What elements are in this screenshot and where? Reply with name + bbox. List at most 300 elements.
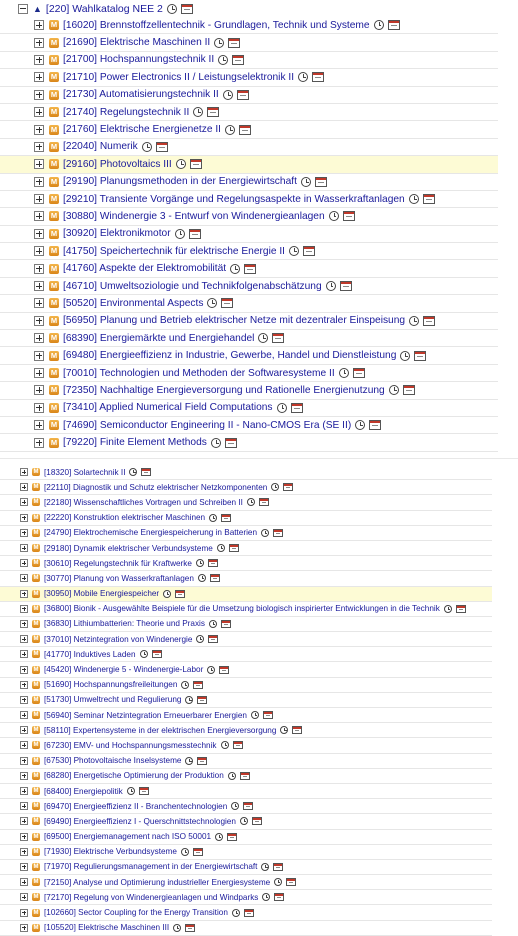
expand-icon[interactable] bbox=[20, 529, 28, 537]
clock-icon[interactable] bbox=[231, 802, 239, 810]
calendar-icon[interactable] bbox=[303, 246, 315, 256]
calendar-icon[interactable] bbox=[315, 177, 327, 187]
module-row[interactable] bbox=[0, 662, 492, 677]
module-title[interactable]: [79220] Finite Element Methods bbox=[63, 437, 207, 449]
module-title[interactable]: [21690] Elektrische Maschinen II bbox=[63, 37, 211, 49]
module-row[interactable] bbox=[0, 587, 492, 602]
clock-icon[interactable] bbox=[409, 194, 419, 204]
calendar-icon[interactable] bbox=[221, 514, 231, 522]
clock-icon[interactable] bbox=[175, 229, 185, 239]
expand-icon[interactable] bbox=[20, 544, 28, 552]
module-badge-icon: M bbox=[50, 159, 58, 169]
module-title[interactable]: [22220] Konstruktion elektrischer Maschinen bbox=[44, 513, 206, 523]
module-row[interactable] bbox=[0, 139, 498, 156]
calendar-icon[interactable] bbox=[259, 498, 269, 506]
calendar-icon[interactable] bbox=[388, 20, 400, 30]
module-row[interactable] bbox=[0, 434, 498, 451]
expand-icon[interactable] bbox=[20, 666, 28, 674]
module-title[interactable]: [72350] Nachhaltige Energieversorgung und Rationelle Energienutzung bbox=[63, 384, 385, 396]
clock-icon[interactable] bbox=[217, 544, 225, 552]
clock-icon[interactable] bbox=[207, 298, 217, 308]
module-title[interactable]: [18320] Solartechnik II bbox=[44, 467, 126, 477]
module-row[interactable] bbox=[0, 511, 492, 526]
expand-icon[interactable] bbox=[34, 177, 44, 187]
module-row[interactable] bbox=[0, 738, 492, 753]
module-title[interactable]: [72170] Regelung von Windenergieanlagen und Windparks bbox=[44, 892, 259, 902]
expand-icon[interactable] bbox=[20, 817, 28, 825]
clock-icon[interactable] bbox=[142, 142, 152, 152]
module-title[interactable]: [41760] Aspekte der Elektromobilität bbox=[63, 263, 227, 275]
calendar-icon[interactable] bbox=[221, 298, 233, 308]
clock-icon[interactable] bbox=[167, 4, 177, 14]
module-row[interactable] bbox=[0, 208, 498, 225]
clock-icon[interactable] bbox=[355, 420, 365, 430]
module-row[interactable] bbox=[0, 860, 492, 875]
module-title[interactable]: [71970] Regulierungsmanagement in der Energiewirtschaft bbox=[44, 862, 258, 872]
calendar-icon[interactable] bbox=[414, 351, 426, 361]
module-title[interactable]: [21700] Hochspannungstechnik II bbox=[63, 54, 215, 66]
module-row[interactable] bbox=[0, 830, 492, 845]
calendar-icon[interactable] bbox=[244, 909, 254, 917]
module-row[interactable] bbox=[0, 69, 498, 86]
clock-icon[interactable] bbox=[261, 863, 269, 871]
expand-icon[interactable] bbox=[34, 368, 44, 378]
module-row[interactable] bbox=[0, 875, 492, 890]
expand-icon[interactable] bbox=[34, 420, 44, 430]
module-title[interactable]: [29190] Planungsmethoden in der Energiewirtschaft bbox=[63, 176, 297, 188]
expand-icon[interactable] bbox=[34, 298, 44, 308]
expand-icon[interactable] bbox=[34, 125, 44, 135]
module-row[interactable] bbox=[0, 693, 492, 708]
expand-icon[interactable] bbox=[20, 559, 28, 567]
expand-icon[interactable] bbox=[20, 635, 28, 643]
module-title[interactable]: [69470] Energieeffizienz II - Branchentechnologien bbox=[44, 801, 228, 811]
clock-icon[interactable] bbox=[215, 833, 223, 841]
module-title[interactable]: [37010] Netzintegration von Windenergie bbox=[44, 634, 193, 644]
module-title[interactable]: [16020] Brennstoffzellentechnik - Grundlagen, Technik und Systeme bbox=[63, 19, 370, 31]
expand-icon[interactable] bbox=[34, 55, 44, 65]
calendar-icon[interactable] bbox=[208, 635, 218, 643]
expand-icon[interactable] bbox=[20, 620, 28, 628]
expand-icon[interactable] bbox=[20, 741, 28, 749]
module-title[interactable]: [72150] Analyse und Optimierung industrieller Energiesysteme bbox=[44, 877, 271, 887]
module-row[interactable] bbox=[0, 890, 492, 905]
clock-icon[interactable] bbox=[258, 333, 268, 343]
module-title[interactable]: [29210] Transiente Vorgänge und Regelungsaspekte in Wasserkraftanlagen bbox=[63, 193, 405, 205]
clock-icon[interactable] bbox=[181, 848, 189, 856]
clock-icon[interactable] bbox=[232, 909, 240, 917]
module-row[interactable] bbox=[0, 632, 492, 647]
clock-icon[interactable] bbox=[326, 281, 336, 291]
module-title[interactable]: [51730] Umweltrecht und Regulierung bbox=[44, 695, 182, 705]
expand-icon[interactable] bbox=[34, 333, 44, 343]
expand-icon[interactable] bbox=[34, 438, 44, 448]
clock-icon[interactable] bbox=[198, 574, 206, 582]
calendar-icon[interactable] bbox=[219, 666, 229, 674]
module-row[interactable] bbox=[0, 226, 498, 243]
module-row[interactable] bbox=[0, 121, 498, 138]
clock-icon[interactable] bbox=[211, 438, 221, 448]
catalog-module-list bbox=[0, 17, 518, 452]
module-badge-icon: M bbox=[50, 124, 58, 134]
calendar-icon[interactable] bbox=[263, 711, 273, 719]
module-row[interactable] bbox=[0, 295, 498, 312]
module-badge-icon: M bbox=[50, 420, 58, 430]
calendar-icon[interactable] bbox=[343, 211, 355, 221]
clock-icon[interactable] bbox=[196, 559, 204, 567]
module-row[interactable] bbox=[0, 400, 498, 417]
module-title[interactable]: [68400] Energiepolitik bbox=[44, 786, 123, 796]
module-row[interactable] bbox=[0, 191, 498, 208]
expand-icon[interactable] bbox=[34, 403, 44, 413]
module-title[interactable]: [69490] Energieeffizienz I - Querschnittstechnologien bbox=[44, 816, 236, 826]
module-row[interactable] bbox=[0, 708, 492, 723]
module-row[interactable] bbox=[0, 278, 498, 295]
expand-icon[interactable] bbox=[20, 757, 28, 765]
expand-icon[interactable] bbox=[34, 194, 44, 204]
module-row[interactable] bbox=[0, 174, 498, 191]
calendar-icon[interactable] bbox=[207, 107, 219, 117]
expand-icon[interactable] bbox=[20, 483, 28, 491]
module-row[interactable] bbox=[0, 556, 492, 571]
clock-icon[interactable] bbox=[228, 772, 236, 780]
module-title[interactable]: [21740] Regelungstechnik II bbox=[63, 106, 190, 118]
clock-icon[interactable] bbox=[193, 107, 203, 117]
clock-icon[interactable] bbox=[140, 650, 148, 658]
calendar-icon[interactable] bbox=[237, 90, 249, 100]
expand-icon[interactable] bbox=[20, 498, 28, 506]
expand-icon[interactable] bbox=[20, 711, 28, 719]
calendar-icon[interactable] bbox=[274, 893, 284, 901]
calendar-icon[interactable] bbox=[292, 726, 302, 734]
calendar-icon[interactable] bbox=[228, 38, 240, 48]
calendar-icon[interactable] bbox=[312, 72, 324, 82]
module-row[interactable] bbox=[0, 313, 498, 330]
module-badge-icon: M bbox=[50, 350, 58, 360]
expand-icon[interactable] bbox=[20, 833, 28, 841]
module-title[interactable]: [56950] Planung und Betrieb elektrischer Netze mit dezentraler Einspeisung bbox=[63, 315, 406, 327]
module-row[interactable] bbox=[0, 480, 492, 495]
module-row[interactable] bbox=[0, 921, 492, 936]
calendar-icon[interactable] bbox=[141, 468, 151, 476]
clock-icon[interactable] bbox=[129, 468, 137, 476]
expand-icon[interactable] bbox=[34, 90, 44, 100]
module-title[interactable]: [41770] Induktives Laden bbox=[44, 649, 136, 659]
expand-icon[interactable] bbox=[20, 802, 28, 810]
clock-icon[interactable] bbox=[444, 605, 452, 613]
module-badge-icon: M bbox=[33, 666, 39, 673]
module-row[interactable] bbox=[0, 365, 498, 382]
module-title[interactable]: [51690] Hochspannungsfreileitungen bbox=[44, 680, 178, 690]
clock-icon[interactable] bbox=[374, 20, 384, 30]
module-row[interactable] bbox=[0, 34, 498, 51]
module-row[interactable] bbox=[0, 526, 492, 541]
catalog-panel bbox=[0, 0, 518, 449]
module-title[interactable]: [68280] Energetische Optimierung der Produktion bbox=[44, 771, 224, 781]
module-title[interactable]: [74690] Semiconductor Engineering II - Nano-CMOS Era (SE II) bbox=[63, 419, 352, 431]
calendar-icon[interactable] bbox=[456, 605, 466, 613]
module-title[interactable]: [73410] Applied Numerical Field Computations bbox=[63, 402, 273, 414]
module-row[interactable] bbox=[0, 495, 492, 510]
module-row[interactable] bbox=[0, 647, 492, 662]
module-title[interactable]: [71930] Elektrische Verbundsysteme bbox=[44, 847, 177, 857]
module-row[interactable] bbox=[0, 754, 492, 769]
clock-icon[interactable] bbox=[277, 403, 287, 413]
module-title[interactable]: [36800] Bionik - Ausgewählte Beispiele für die Umsetzung biologisch inspirierter Entwicklungen in die Technik bbox=[44, 604, 440, 614]
clock-icon[interactable] bbox=[261, 529, 269, 537]
expand-icon[interactable] bbox=[34, 316, 44, 326]
clock-icon[interactable] bbox=[209, 620, 217, 628]
module-row[interactable] bbox=[0, 602, 492, 617]
expand-icon[interactable] bbox=[34, 72, 44, 82]
clock-icon[interactable] bbox=[225, 125, 235, 135]
calendar-icon[interactable] bbox=[225, 438, 237, 448]
clock-icon[interactable] bbox=[301, 177, 311, 187]
calendar-icon[interactable] bbox=[232, 55, 244, 65]
collapse-icon[interactable] bbox=[18, 4, 28, 14]
module-title[interactable]: [22180] Wissenschaftliches Vortragen und Schreiben II bbox=[44, 497, 243, 507]
module-title[interactable]: [67530] Photovoltaische Inselsysteme bbox=[44, 756, 182, 766]
expand-icon[interactable] bbox=[20, 772, 28, 780]
module-title[interactable]: [46710] Umweltsoziologie und Technikfolgenabschätzung bbox=[63, 280, 322, 292]
module-badge-icon: M bbox=[33, 833, 39, 840]
module-title[interactable]: [41750] Speichertechnik für elektrische Energie II bbox=[63, 245, 285, 257]
clock-icon[interactable] bbox=[218, 55, 228, 65]
calendar-icon[interactable] bbox=[156, 142, 168, 152]
calendar-icon[interactable] bbox=[197, 757, 207, 765]
module-title[interactable]: [22040] Numerik bbox=[63, 141, 138, 153]
module-badge-icon: M bbox=[33, 803, 39, 810]
module-badge-icon: M bbox=[33, 514, 39, 521]
expand-icon[interactable] bbox=[20, 650, 28, 658]
module-row[interactable] bbox=[0, 845, 492, 860]
clock-icon[interactable] bbox=[127, 787, 135, 795]
calendar-icon[interactable] bbox=[286, 878, 296, 886]
module-row[interactable] bbox=[0, 678, 492, 693]
module-title[interactable]: [21710] Power Electronics II / Leistungselektronik II bbox=[63, 71, 295, 83]
module-title[interactable]: [24790] Elektrochemische Energiespeicherung in Batterien bbox=[44, 528, 258, 538]
module-row[interactable] bbox=[0, 465, 492, 480]
clock-icon[interactable] bbox=[185, 696, 193, 704]
calendar-icon[interactable] bbox=[189, 229, 201, 239]
module-row[interactable] bbox=[0, 382, 498, 399]
module-title[interactable]: [36830] Lithiumbatterien: Theorie und Praxis bbox=[44, 619, 205, 629]
clock-icon[interactable] bbox=[289, 246, 299, 256]
module-row[interactable] bbox=[0, 769, 492, 784]
module-title[interactable]: [29160] Photovoltaics III bbox=[63, 158, 172, 170]
calendar-icon[interactable] bbox=[193, 681, 203, 689]
module-row[interactable] bbox=[0, 905, 492, 920]
clock-icon[interactable] bbox=[339, 368, 349, 378]
module-row[interactable] bbox=[0, 799, 492, 814]
calendar-icon[interactable] bbox=[175, 590, 185, 598]
calendar-icon[interactable] bbox=[193, 848, 203, 856]
expand-icon[interactable] bbox=[20, 878, 28, 886]
calendar-icon[interactable] bbox=[283, 483, 293, 491]
calendar-icon[interactable] bbox=[210, 574, 220, 582]
module-title[interactable]: [102660] Sector Coupling for the Energy Transition bbox=[44, 908, 228, 918]
module-row[interactable] bbox=[0, 617, 492, 632]
calendar-icon[interactable] bbox=[208, 559, 218, 567]
clock-icon[interactable] bbox=[389, 385, 399, 395]
module-title[interactable]: [30920] Elektronikmotor bbox=[63, 228, 171, 240]
expand-icon[interactable] bbox=[34, 385, 44, 395]
clock-icon[interactable] bbox=[221, 741, 229, 749]
expand-icon[interactable] bbox=[20, 574, 28, 582]
catalog-root-row[interactable] bbox=[0, 0, 518, 17]
clock-icon[interactable] bbox=[251, 711, 259, 719]
calendar-icon[interactable] bbox=[240, 772, 250, 780]
expand-icon[interactable] bbox=[20, 909, 28, 917]
expand-icon[interactable] bbox=[34, 211, 44, 221]
clock-icon[interactable] bbox=[196, 635, 204, 643]
clock-icon[interactable] bbox=[240, 817, 248, 825]
module-row[interactable] bbox=[0, 347, 498, 364]
module-row[interactable] bbox=[0, 260, 498, 277]
expand-icon[interactable] bbox=[34, 229, 44, 239]
calendar-icon[interactable] bbox=[139, 787, 149, 795]
expand-icon[interactable] bbox=[34, 246, 44, 256]
module-badge-icon: M bbox=[33, 818, 39, 825]
calendar-icon[interactable] bbox=[244, 264, 256, 274]
calendar-icon[interactable] bbox=[181, 4, 193, 14]
clock-icon[interactable] bbox=[181, 681, 189, 689]
expand-icon[interactable] bbox=[20, 590, 28, 598]
module-row[interactable] bbox=[0, 52, 498, 69]
expand-icon[interactable] bbox=[20, 605, 28, 613]
module-badge-icon: M bbox=[33, 499, 39, 506]
module-title[interactable]: [56940] Seminar Netzintegration Erneuerbarer Energien bbox=[44, 710, 247, 720]
calendar-icon[interactable] bbox=[423, 194, 435, 204]
module-badge-icon: M bbox=[50, 194, 58, 204]
calendar-icon[interactable] bbox=[197, 696, 207, 704]
expand-icon[interactable] bbox=[20, 787, 28, 795]
clock-icon[interactable] bbox=[262, 893, 270, 901]
clock-icon[interactable] bbox=[280, 726, 288, 734]
expand-icon[interactable] bbox=[34, 351, 44, 361]
calendar-icon[interactable] bbox=[403, 385, 415, 395]
module-badge-icon: M bbox=[33, 788, 39, 795]
module-row[interactable] bbox=[0, 814, 492, 829]
calendar-icon[interactable] bbox=[243, 802, 253, 810]
module-title[interactable]: [69500] Energiemanagement nach ISO 50001 bbox=[44, 832, 212, 842]
expand-icon[interactable] bbox=[20, 681, 28, 689]
module-title[interactable]: [105520] Elektrische Maschinen III bbox=[44, 923, 170, 933]
module-title[interactable]: [30880] Windenergie 3 - Entwurf von Windenergieanlagen bbox=[63, 210, 325, 222]
module-row[interactable] bbox=[0, 87, 498, 104]
calendar-icon[interactable] bbox=[273, 863, 283, 871]
module-title[interactable]: [58110] Expertensysteme in der elektrischen Energieversorgung bbox=[44, 725, 277, 735]
module-title[interactable]: [22110] Diagnostik und Schutz elektrischer Netzkomponenten bbox=[44, 482, 268, 492]
clock-icon[interactable] bbox=[274, 878, 282, 886]
calendar-icon[interactable] bbox=[291, 403, 303, 413]
catalog-title[interactable]: [220] Wahlkatalog NEE 2 bbox=[45, 2, 163, 15]
calendar-icon[interactable] bbox=[252, 817, 262, 825]
calendar-icon[interactable] bbox=[369, 420, 381, 430]
clock-icon[interactable] bbox=[329, 211, 339, 221]
clock-icon[interactable] bbox=[185, 757, 193, 765]
calendar-icon[interactable] bbox=[185, 924, 195, 932]
calendar-icon[interactable] bbox=[340, 281, 352, 291]
expand-icon[interactable] bbox=[20, 696, 28, 704]
calendar-icon[interactable] bbox=[190, 159, 202, 169]
calendar-icon[interactable] bbox=[227, 833, 237, 841]
module-row[interactable] bbox=[0, 156, 498, 173]
calendar-icon[interactable] bbox=[229, 544, 239, 552]
calendar-icon[interactable] bbox=[272, 333, 284, 343]
clock-icon[interactable] bbox=[298, 72, 308, 82]
expand-icon[interactable] bbox=[20, 726, 28, 734]
module-title[interactable]: [21760] Elektrische Energienetze II bbox=[63, 124, 222, 136]
clock-icon[interactable] bbox=[163, 590, 171, 598]
calendar-icon[interactable] bbox=[423, 316, 435, 326]
module-title[interactable]: [68390] Energiemärkte und Energiehandel bbox=[63, 332, 255, 344]
module-title[interactable]: [30610] Regelungstechnik für Kraftwerke bbox=[44, 558, 192, 568]
module-title[interactable]: [70010] Technologien und Methoden der Softwaresysteme II bbox=[63, 367, 335, 379]
expand-icon[interactable] bbox=[34, 264, 44, 274]
module-row[interactable] bbox=[0, 541, 492, 556]
clock-icon[interactable] bbox=[207, 666, 215, 674]
expand-icon[interactable] bbox=[20, 848, 28, 856]
expand-icon[interactable] bbox=[34, 107, 44, 117]
calendar-icon[interactable] bbox=[233, 741, 243, 749]
clock-icon[interactable] bbox=[409, 316, 419, 326]
module-title[interactable]: [30770] Planung von Wasserkraftanlagen bbox=[44, 573, 194, 583]
module-row[interactable] bbox=[0, 571, 492, 586]
expand-icon[interactable] bbox=[34, 20, 44, 30]
module-row[interactable] bbox=[0, 330, 498, 347]
module-title[interactable]: [29180] Dynamik elektrischer Verbundsysteme bbox=[44, 543, 213, 553]
expand-icon[interactable] bbox=[20, 893, 28, 901]
clock-icon[interactable] bbox=[209, 514, 217, 522]
module-title[interactable]: [67230] EMV- und Hochspannungsmesstechnik bbox=[44, 740, 217, 750]
module-title[interactable]: [50520] Environmental Aspects bbox=[63, 297, 204, 309]
expand-icon[interactable] bbox=[34, 159, 44, 169]
expand-icon[interactable] bbox=[34, 281, 44, 291]
module-row[interactable] bbox=[0, 784, 492, 799]
expand-icon[interactable] bbox=[20, 514, 28, 522]
module-row[interactable] bbox=[0, 17, 498, 34]
calendar-icon[interactable] bbox=[221, 620, 231, 628]
expand-icon[interactable] bbox=[20, 863, 28, 871]
calendar-icon[interactable] bbox=[273, 529, 283, 537]
expand-icon[interactable] bbox=[34, 38, 44, 48]
clock-icon[interactable] bbox=[247, 498, 255, 506]
module-row[interactable] bbox=[0, 243, 498, 260]
expand-icon[interactable] bbox=[34, 142, 44, 152]
clock-icon[interactable] bbox=[173, 924, 181, 932]
clock-icon[interactable] bbox=[176, 159, 186, 169]
module-title[interactable]: [69480] Energieeffizienz in Industrie, Gewerbe, Handel und Dienstleistung bbox=[63, 350, 397, 362]
clock-icon[interactable] bbox=[223, 90, 233, 100]
clock-icon[interactable] bbox=[230, 264, 240, 274]
clock-icon[interactable] bbox=[214, 38, 224, 48]
module-row[interactable] bbox=[0, 723, 492, 738]
expand-icon[interactable] bbox=[20, 468, 28, 476]
calendar-icon[interactable] bbox=[152, 650, 162, 658]
module-title[interactable]: [30950] Mobile Energiespeicher bbox=[44, 589, 160, 599]
module-row[interactable] bbox=[0, 417, 498, 434]
clock-icon[interactable] bbox=[400, 351, 410, 361]
module-badge-icon: M bbox=[33, 757, 39, 764]
calendar-icon[interactable] bbox=[353, 368, 365, 378]
expand-icon[interactable] bbox=[20, 924, 28, 932]
calendar-icon[interactable] bbox=[239, 125, 251, 135]
module-title[interactable]: [45420] Windenergie 5 - Windenergie-Labor bbox=[44, 665, 204, 675]
module-row[interactable] bbox=[0, 104, 498, 121]
module-title[interactable]: [21730] Automatisierungstechnik II bbox=[63, 89, 219, 101]
clock-icon[interactable] bbox=[271, 483, 279, 491]
